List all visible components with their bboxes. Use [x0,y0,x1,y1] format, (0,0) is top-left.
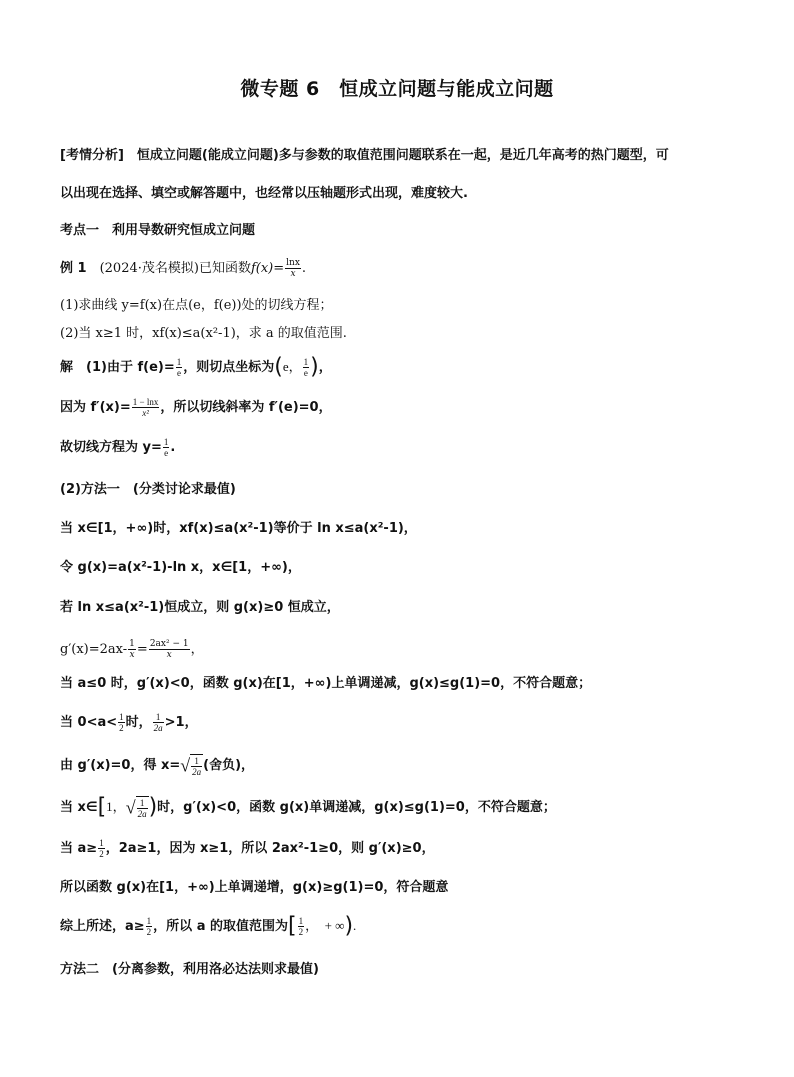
method-1-line-8 [60,796,750,819]
solution-text: . [170,440,176,455]
method-1-line-3: 若 ln x≤a(x²-1)恒成立，则 g(x)≥0 恒成立， [60,600,340,615]
interval-start: 1， [106,798,126,814]
method-1-line-5: 当 a≤0 时，g′(x)<0，函数 g(x)在[1，+∞)上单调递减，g(x)≤g(1)=0，不符合题意； [60,676,592,691]
solution-text: 当 0<a< [60,715,118,730]
solution-text: ， [190,642,204,657]
solution-text: 由 g′(x)=0，得 x= [60,757,181,773]
fraction-numerator: 1 [191,756,202,767]
solution-text: 因为 f′(x)= [60,400,131,415]
question-2: (2)当 x≥1 时，xf(x)≤a(x²-1)，求 a 的取值范围. [60,326,347,341]
example-line [60,258,750,279]
method-1-line-10: 所以函数 g(x)在[1，+∞)上单调递增，g(x)≥g(1)=0，符合题意 [60,880,449,895]
fraction [163,437,170,458]
fraction-denominator: e [164,448,169,458]
solution-text: ，所以 a 的取值范围为 [153,919,288,934]
left-paren: ( [274,354,283,380]
fraction-numerator: 1 [137,798,148,809]
solution-label: 解 [60,360,74,375]
solution-text: . [353,918,357,933]
fraction-numerator: 1 [99,838,104,848]
example-func: f(x)= [250,261,285,276]
fraction-numerator: 1 [146,916,152,926]
fraction-denominator: x [166,650,172,660]
solution-text: ，2a≥1，因为 x≥1，所以 2ax²-1≥0，则 g′(x)≥0， [105,841,435,856]
fraction-denominator: 2a [153,723,163,733]
solution-text: 时， [125,715,152,730]
fraction-numerator: 1 [119,712,124,722]
point-coord: e， [282,359,302,374]
question-1: (1)求曲线 y=f(x)在点(e，f(e))处的切线方程； [60,298,333,313]
section-heading: 考点一 利用导数研究恒成立问题 [60,223,256,238]
method-1-line-4 [60,639,750,660]
solution-text: 当 a≥ [60,841,98,856]
solution-text: g′(x)=2ax- [60,642,128,657]
fraction [303,357,310,378]
fraction-denominator: 2 [146,927,152,937]
method-1-line-11 [60,913,750,939]
fraction-numerator: 1 [153,712,164,723]
solution-text: 时，g′(x)<0，函数 g(x)单调递减，g(x)≤g(1)=0，不符合题意； [157,799,556,815]
fraction [176,357,183,378]
solution-text: ， [318,360,332,375]
fraction-denominator: 2a [192,766,202,777]
method-1-line-6 [60,712,750,733]
solution-line-2 [60,397,750,418]
fraction-numerator: 1 [303,357,309,367]
fraction-denominator: 2 [298,927,304,937]
fraction [149,639,190,660]
intro-line-1 [60,146,750,166]
example-source: (2024·茂名模拟)已知函数 [86,261,251,276]
fraction-denominator: x [290,269,296,279]
fraction-numerator: 1 [298,916,304,926]
fraction-denominator: e [176,368,181,378]
fraction-numerator: 2ax² − 1 [149,639,189,649]
method-1-line-1: 当 x∈[1，+∞)时，xf(x)≤a(x²-1)等价于 ln x≤a(x²-1)， [60,521,417,536]
fraction-numerator: 1 [176,357,182,367]
fraction [98,838,105,859]
fraction-numerator: 1 − lnx [132,397,159,407]
fraction-denominator: x [129,650,135,660]
method-1-line-7 [60,754,750,777]
right-paren: ) [310,354,319,380]
fraction-denominator: 2a [137,808,147,819]
radical-sign: √ [180,755,191,776]
fraction [137,798,148,819]
solution-text: ，则切点坐标为 [183,360,275,375]
fraction-numerator: 1 [129,639,135,649]
fraction [191,756,202,777]
intro-text-1: 恒成立问题(能成立问题)多与参数的取值范围问题联系在一起，是近几年高考的热门题型，可 [123,148,669,163]
fraction-denominator: x² [142,408,149,418]
square-root [180,754,203,777]
fraction [153,712,164,733]
example-label: 例 1 [60,261,87,276]
fraction [132,397,160,418]
radicand [190,754,203,777]
right-paren: ) [344,913,354,939]
fraction-numerator: lnx [286,258,300,268]
solution-text: 综上所述，a≥ [60,919,145,934]
intro-line-2 [60,184,750,204]
page-title: 微专题 6 恒成立问题与能成立问题 [240,78,554,100]
fraction [128,639,136,660]
example-end: . [301,261,307,276]
solution-text: 故切线方程为 y= [60,440,162,455]
solution-line-1 [60,354,750,380]
fraction-numerator: 1 [163,437,169,447]
fraction-denominator: e [303,368,308,378]
method-2-heading: 方法二 (分离参数，利用洛必达法则求最值) [60,962,319,977]
intro-text-2: 以出现在选择、填空或解答题中，也经常以压轴题形式出现，难度较大. [60,186,468,201]
example-fraction [285,258,301,279]
solution-text: >1， [164,715,198,730]
radicand [136,796,149,819]
fraction-denominator: 2 [99,849,104,859]
solution-text: (1)由于 f(e)= [73,360,175,375]
solution-text: ，所以切线斜率为 f′(e)=0， [160,400,332,415]
solution-text: (舍负)， [203,757,255,773]
interval-end: ， + ∞ [305,918,345,933]
square-root [126,796,149,819]
right-paren: ) [148,794,158,820]
fraction [118,712,125,733]
intro-tag: [考情分析] [60,148,124,163]
method-1-heading: (2)方法一 (分类讨论求最值) [60,482,236,497]
solution-line-3 [60,437,750,458]
solution-text: = [136,642,148,657]
solution-text: 当 x∈ [60,799,98,815]
method-1-line-2: 令 g(x)=a(x²-1)-ln x，x∈[1，+∞)， [60,560,301,575]
method-1-line-9 [60,838,750,859]
left-bracket: [ [97,794,107,820]
fraction [146,916,153,937]
fraction-denominator: 2 [119,723,124,733]
radical-sign: √ [125,797,136,818]
left-bracket: [ [288,913,297,939]
fraction [298,916,305,937]
